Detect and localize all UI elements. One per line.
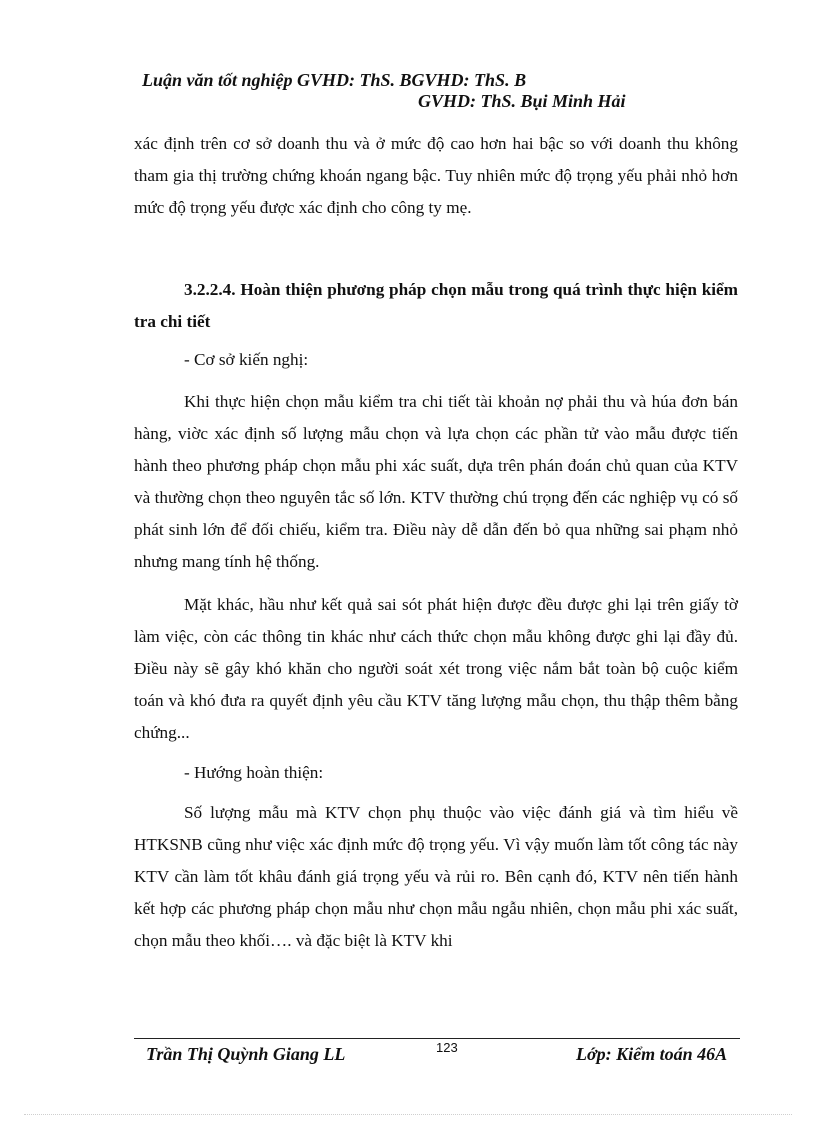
basis-label: - Cơ sở kiến nghị: <box>184 350 309 369</box>
header-supervisor-line: GVHD: ThS. Bụi Minh Hải <box>418 91 626 111</box>
paragraph-basis-2: Mặt khác, hầu như kết quả sai sót phát hiện được đều được ghi lại trên giấy tờ làm việc, còn các thông tin khác như cách thức chọn mẫu không được ghi lại đầy đủ. Điều này sẽ gây khó khăn cho người soát xét trong việc nắm bắt toàn bộ cuộc kiểm toán và khó đưa ra quyết định yêu cầu KTV tăng lượng mẫu chọn, thu thập thêm bằng chứng... <box>134 595 738 742</box>
footer-author: Trần Thị Quỳnh Giang LL <box>146 1044 346 1064</box>
direction-label: - Hướng hoàn thiện: <box>184 763 324 782</box>
page-bottom-edge <box>24 1114 792 1115</box>
header-title-line: Luận văn tốt nghiệp GVHD: ThS. BGVHD: ThS. B <box>142 70 527 90</box>
footer-divider <box>134 1038 740 1039</box>
paragraph-basis-1: Khi thực hiện chọn mẫu kiểm tra chi tiết tài khoản nợ phải thu và húa đơn bán hàng, viờc xác định số lượng mẫu chọn và lựa chọn các phần tử vào mẫu được tiến hành theo phương pháp chọn mẫu phi xác suất, dựa trên phán đoán chủ quan của KTV và thường chọn theo nguyên tắc số lớn. KTV thường chú trọng đến các nghiệp vụ có số phát sinh lớn để đối chiếu, kiểm tra. Điều này dễ dẫn đến bỏ qua những sai phạm nhỏ nhưng mang tính hệ thống. <box>134 392 738 571</box>
paragraph-direction: Số lượng mẫu mà KTV chọn phụ thuộc vào việc đánh giá và tìm hiểu về HTKSNB cũng như việc xác định mức độ trọng yếu. Vì vậy muốn làm tốt công tác này KTV cần làm tốt khâu đánh giá trọng yếu và rủi ro. Bên cạnh đó, KTV nên tiến hành kết hợp các phương pháp chọn mẫu như chọn mẫu ngẫu nhiên, chọn mẫu phi xác suất, chọn mẫu theo khối…. và đặc biệt là KTV khi <box>134 803 738 950</box>
page-number: 123 <box>436 1040 458 1055</box>
footer-class: Lớp: Kiểm toán 46A <box>576 1044 728 1064</box>
section-heading: 3.2.2.4. Hoàn thiện phương pháp chọn mẫu trong quá trình thực hiện kiểm tra chi tiết <box>134 280 738 331</box>
paragraph-continuation: xác định trên cơ sở doanh thu và ở mức độ cao hơn hai bậc so với doanh thu không tham gia thị trường chứng khoán ngang bậc. Tuy nhiên mức độ trọng yếu phải nhỏ hơn mức độ trọng yếu được xác định cho công ty mẹ. <box>134 134 738 217</box>
